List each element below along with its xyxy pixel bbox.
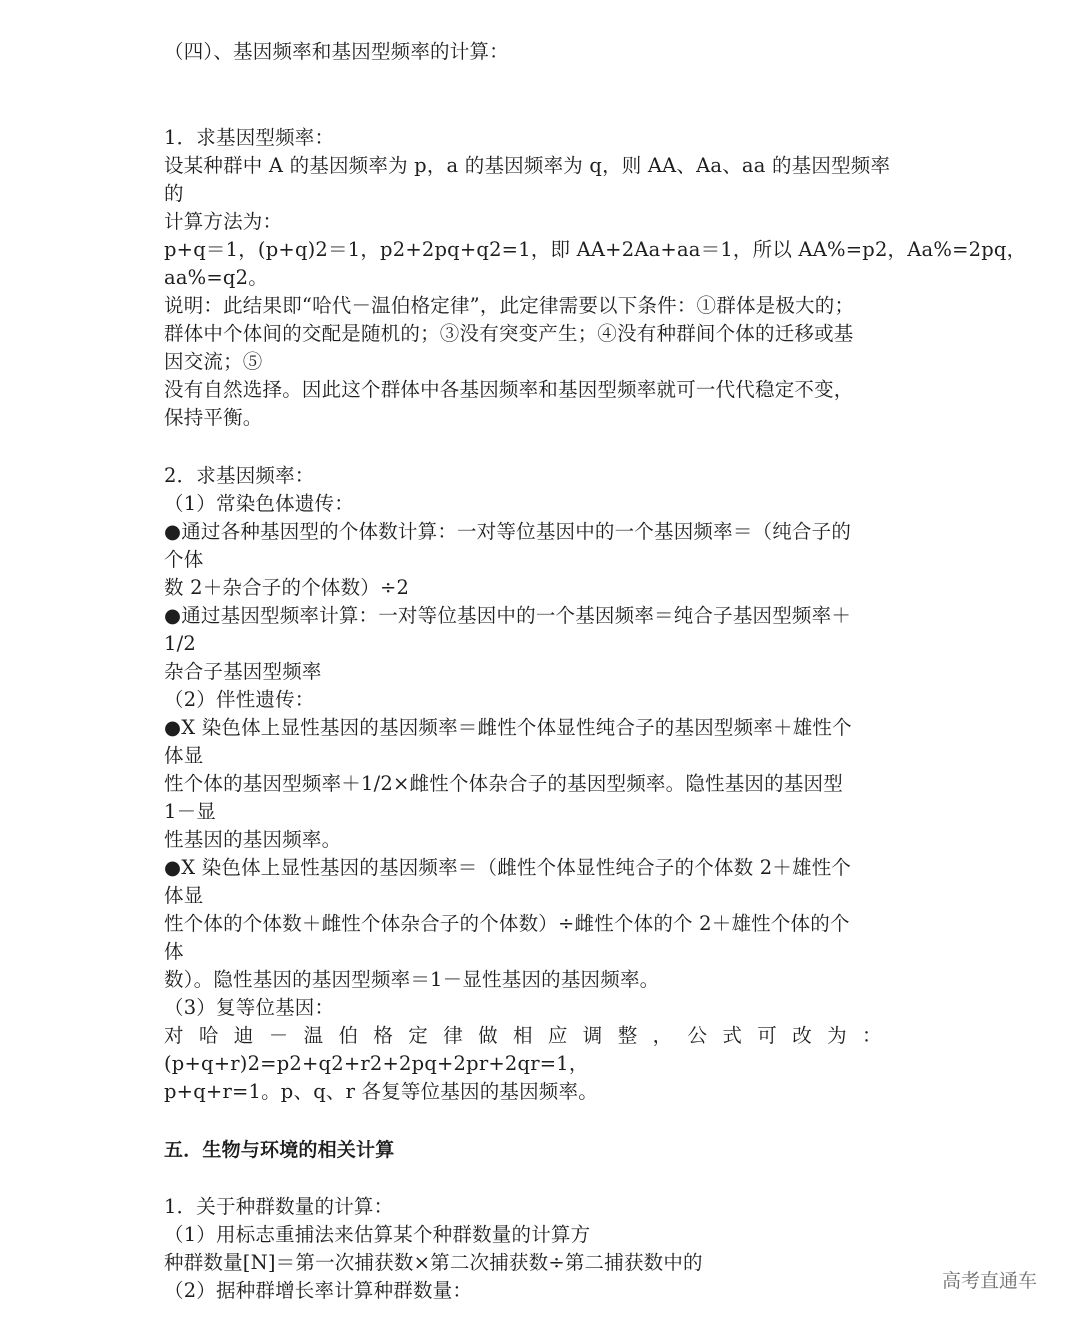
bullet-line: ●X 染色体上显性基因的基因频率＝雌性个体显性纯合子的基因型频率＋雄性个 bbox=[164, 716, 852, 739]
bullet-line: ●通过基因型频率计算：一对等位基因中的一个基因频率＝纯合子基因型频率＋ bbox=[164, 604, 852, 627]
text-line: 性基因的基因频率。 bbox=[164, 828, 342, 851]
formula-line: p+q+r=1。p、q、r 各复等位基因的基因频率。 bbox=[164, 1080, 598, 1103]
text-line: 对哈迪－温伯格定律做相应调整，公式可改为： bbox=[164, 1024, 897, 1047]
section-5-title: 五．生物与环境的相关计算 bbox=[164, 1139, 395, 1161]
text-line: 体显 bbox=[164, 884, 204, 907]
text-line: 没有自然选择。因此这个群体中各基因频率和基因型频率就可一代代稳定不变， bbox=[164, 378, 854, 401]
text-line: 性个体的基因型频率＋1/2×雌性个体杂合子的基因型频率。隐性基因的基因型 bbox=[164, 772, 843, 795]
text-line: 保持平衡。 bbox=[164, 406, 263, 429]
watermark: 高考直通车 bbox=[942, 1270, 1038, 1292]
text-line: 数 2＋杂合子的个体数）÷2 bbox=[164, 576, 410, 599]
text-line: 杂合子基因型频率 bbox=[164, 660, 322, 683]
subsection-2-heading: 2．求基因频率： bbox=[164, 464, 315, 487]
text-line: 1．关于种群数量的计算： bbox=[164, 1195, 394, 1218]
text-line: 设某种群中 A 的基因频率为 p，a 的基因频率为 q，则 AA、Aa、aa 的基因型频率 bbox=[164, 154, 891, 177]
text-line: 种群数量[N]＝第一次捕获数×第二次捕获数÷第二捕获数中的 bbox=[164, 1251, 703, 1274]
text-line: 性个体的个体数＋雌性个体杂合子的个体数）÷雌性个体的个 2＋雄性个体的个 bbox=[164, 912, 850, 935]
subsection-1-heading: 1．求基因型频率： bbox=[164, 126, 335, 149]
text-line: （2）据种群增长率计算种群数量： bbox=[164, 1279, 473, 1302]
formula-line: p+q＝1，(p+q)2＝1，p2+2pq+q2=1，即 AA+2Aa+aa＝1，所以 AA%=p2，Aa%=2pq， bbox=[164, 238, 1027, 261]
text-line: 体显 bbox=[164, 744, 204, 767]
text-line: 数）。隐性基因的基因型频率＝1－显性基因的基因频率。 bbox=[164, 968, 660, 991]
formula-line: (p+q+r)2=p2+q2+r2+2pq+2pr+2qr=1， bbox=[164, 1052, 589, 1075]
bullet-line: ●通过各种基因型的个体数计算：一对等位基因中的一个基因频率＝（纯合子的 bbox=[164, 520, 852, 543]
text-line: （3）复等位基因： bbox=[164, 996, 335, 1019]
text-line: （1）用标志重捕法来估算某个种群数量的计算方 bbox=[164, 1223, 591, 1246]
text-line: 体 bbox=[164, 940, 184, 963]
text-line: 群体中个体间的交配是随机的；③没有突变产生；④没有种群间个体的迁移或基 bbox=[164, 322, 854, 345]
text-line: 因交流；⑤ bbox=[164, 350, 263, 373]
text-line: 说明：此结果即“哈代－温伯格定律”，此定律需要以下条件：①群体是极大的； bbox=[164, 294, 855, 317]
formula-line: aa%=q2。 bbox=[164, 266, 268, 289]
text-line: 的 bbox=[164, 182, 184, 205]
text-line: （1）常染色体遗传： bbox=[164, 492, 354, 515]
text-line: 1－显 bbox=[164, 800, 217, 823]
text-line: 计算方法为： bbox=[164, 210, 283, 233]
text-line: 1/2 bbox=[164, 632, 196, 655]
text-line: 个体 bbox=[164, 548, 204, 571]
bullet-line: ●X 染色体上显性基因的基因频率＝（雌性个体显性纯合子的个体数 2＋雄性个 bbox=[164, 856, 852, 879]
text-line: （2）伴性遗传： bbox=[164, 688, 315, 711]
section-4-title: （四）、基因频率和基因型频率的计算： bbox=[164, 40, 509, 63]
